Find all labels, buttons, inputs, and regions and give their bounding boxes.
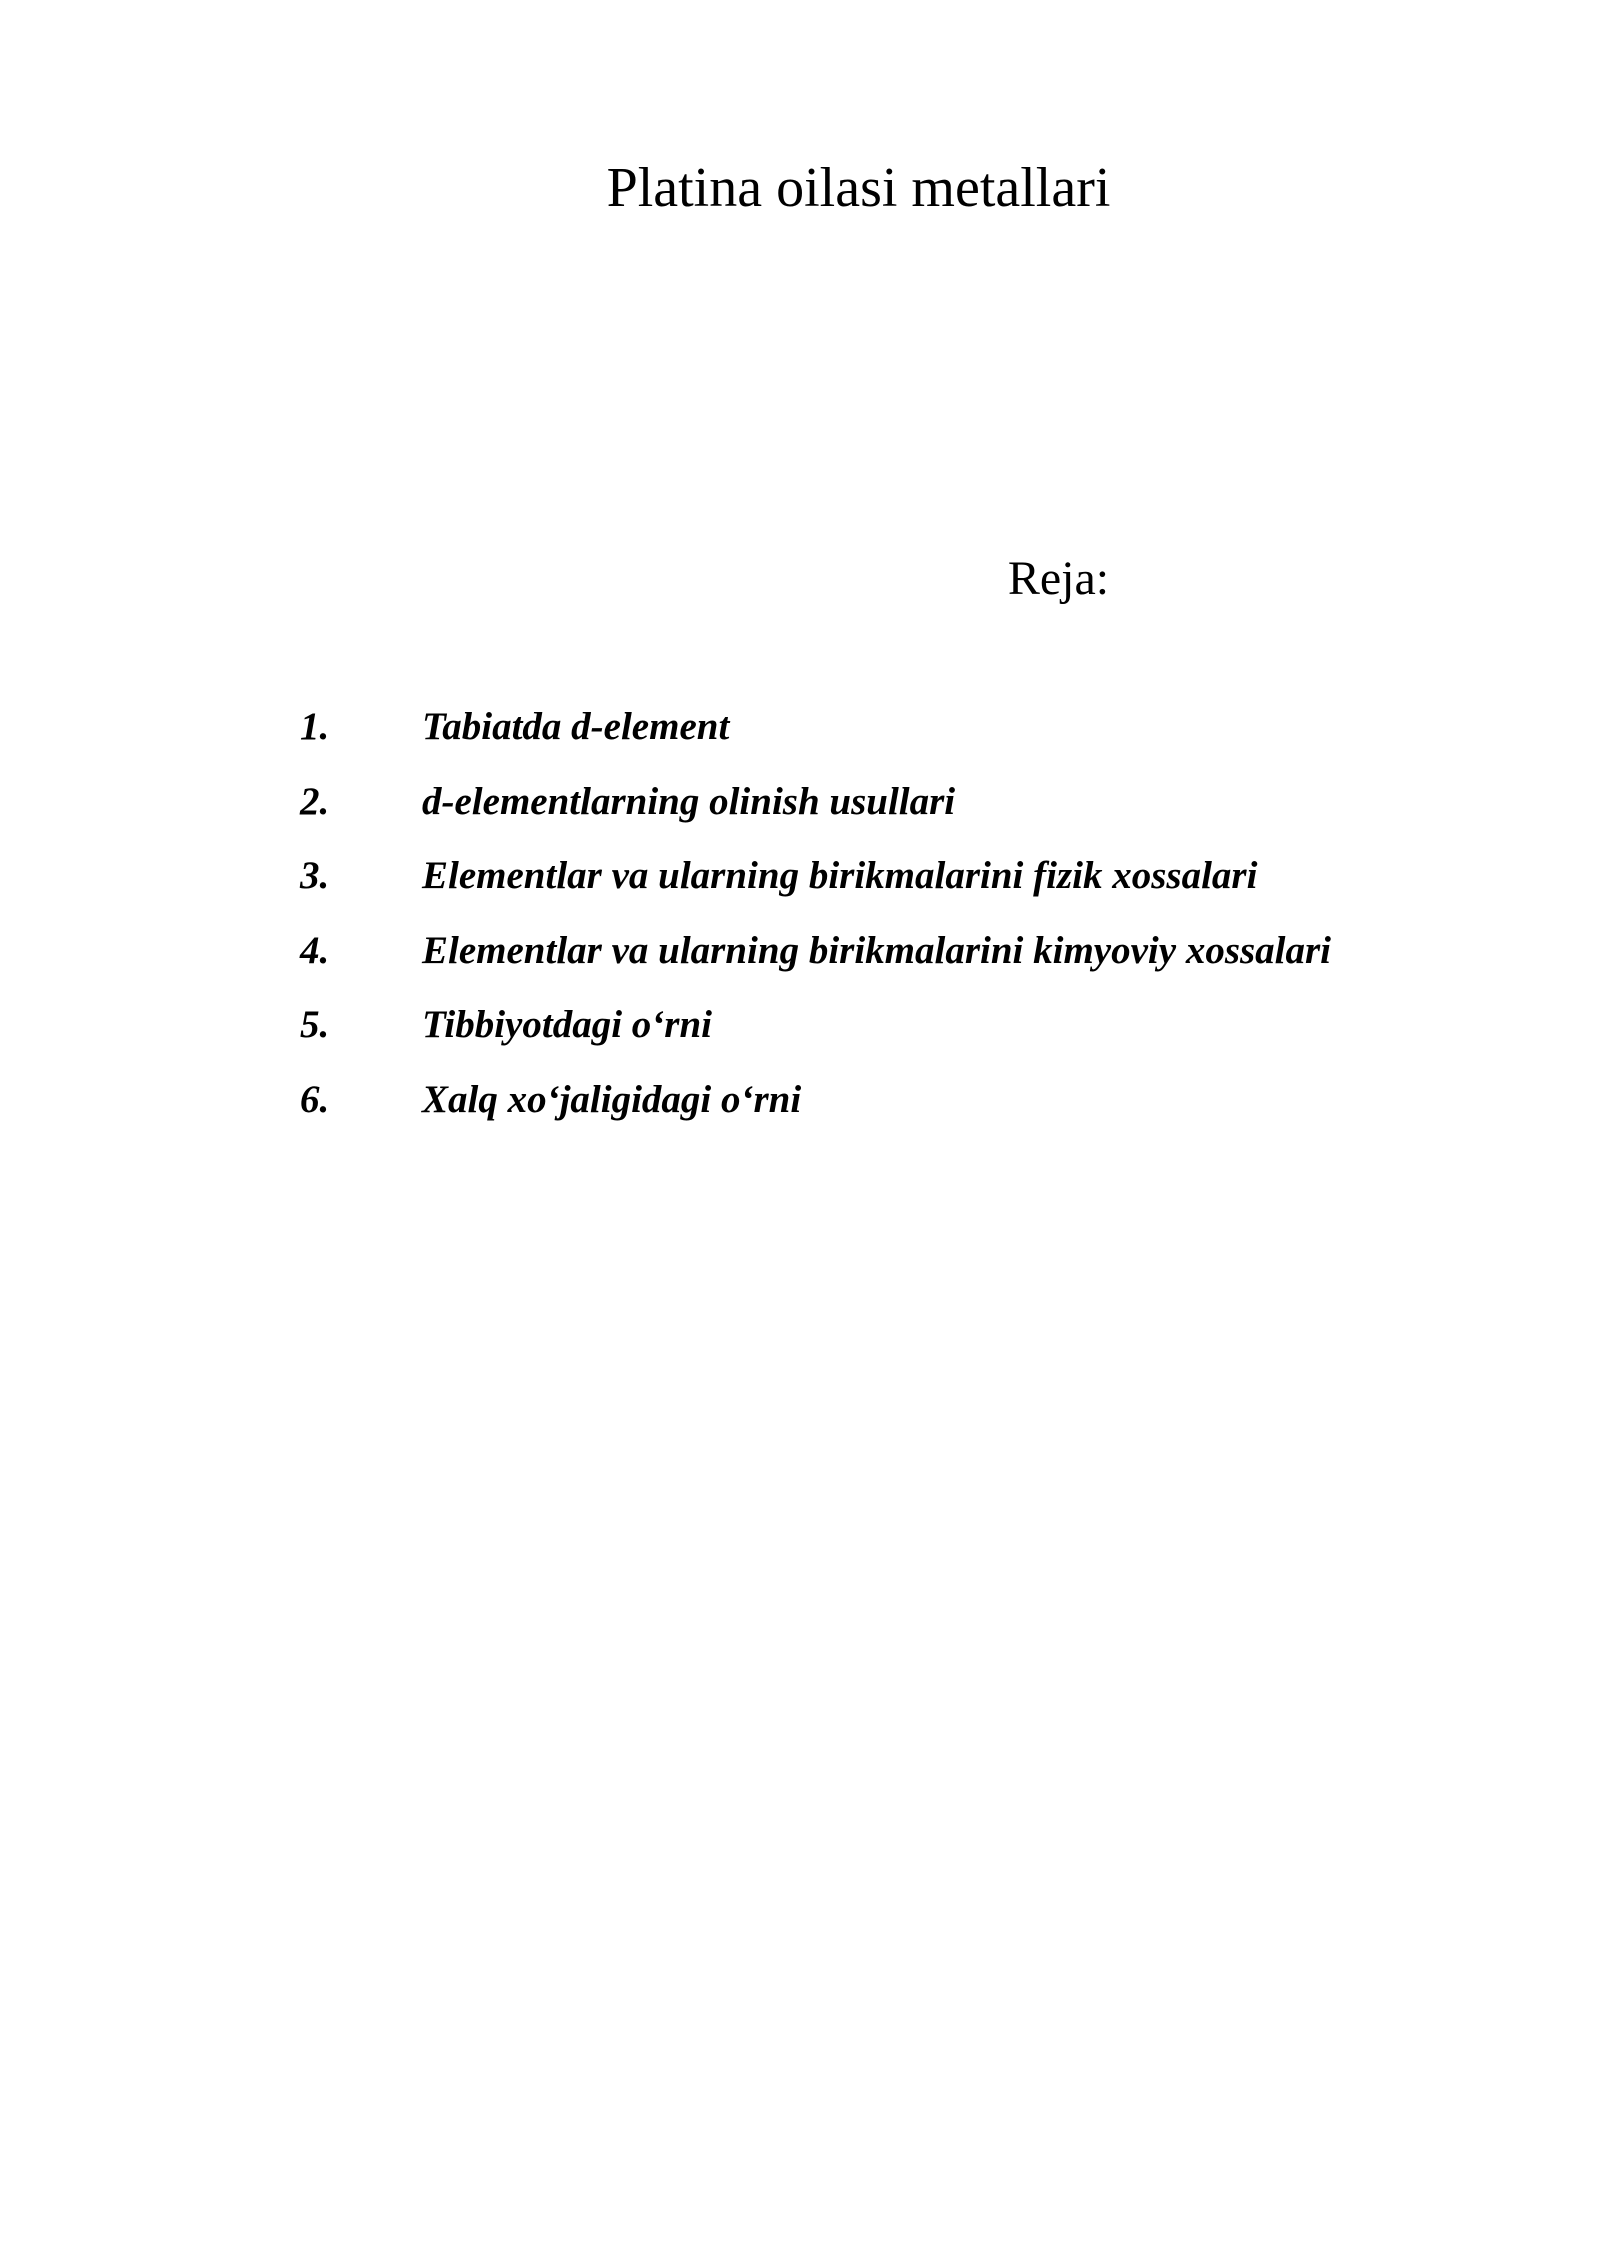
plan-item-number: 3.: [300, 854, 330, 898]
plan-item-text: Elementlar va ularning birikmalarini kimyoviy xossalari: [422, 928, 1332, 972]
plan-item: [300, 914, 1480, 989]
plan-item: [300, 1063, 1480, 1138]
plan-item-number: 4.: [300, 928, 330, 972]
plan-item: [300, 765, 1480, 840]
plan-item-number: 5.: [300, 1003, 330, 1047]
plan-item-number: 2.: [300, 779, 330, 823]
document-title: Platina oilasi metallari: [606, 157, 1111, 219]
plan-item-text: Tabiatda d-element: [422, 705, 730, 749]
plan-heading: Reja:: [1007, 552, 1110, 605]
plan-item: [300, 839, 1480, 914]
plan-item: [300, 690, 1480, 765]
plan-list: [300, 690, 1480, 1137]
plan-item-number: 1.: [300, 705, 330, 749]
plan-item-text: d-elementlarning olinish usullari: [422, 779, 956, 823]
plan-item-text: Xalq xo‘jaligidagi o‘rni: [422, 1077, 802, 1121]
plan-item-text: Tibbiyotdagi o‘rni: [422, 1003, 712, 1047]
plan-item-text: Elementlar va ularning birikmalarini fizik xossalari: [422, 854, 1258, 898]
plan-item-number: 6.: [300, 1077, 330, 1121]
plan-item: [300, 988, 1480, 1063]
